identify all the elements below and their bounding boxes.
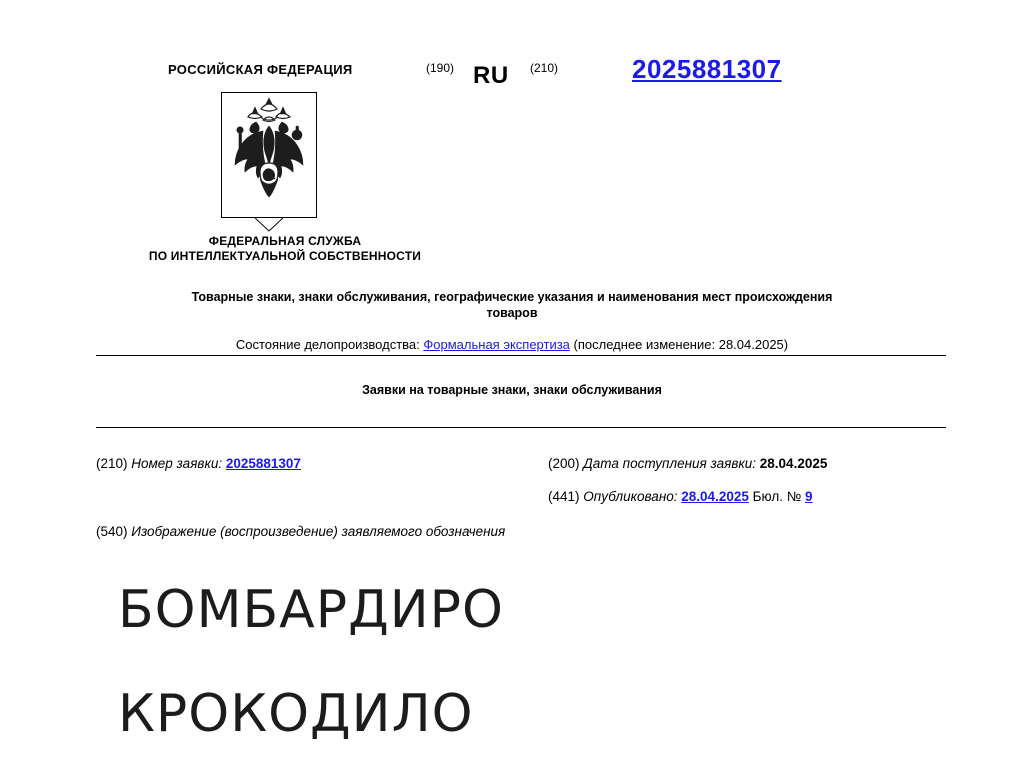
status-change-date: 28.04.2025 — [718, 337, 784, 352]
inid-code-210: (210) — [96, 456, 128, 471]
trademark-text-line-2: КРОКОДИЛО — [118, 684, 474, 744]
status-change-prefix: (последнее изменение: — [573, 337, 716, 352]
document-kind-line-2: товаров — [486, 306, 538, 320]
inid-code-540: (540) — [96, 524, 128, 539]
field-mark-representation — [96, 524, 505, 539]
country-code: RU — [473, 62, 509, 89]
field-publication — [548, 489, 812, 504]
bulletin-number[interactable]: 9 — [804, 489, 813, 504]
prosecution-status — [0, 337, 1024, 352]
inid-code-200: (200) — [548, 456, 580, 471]
inid-code-441: (441) — [548, 489, 580, 504]
document-kind-line-1: Товарные знаки, знаки обслуживания, географические указания и наименования мест происхождения — [191, 290, 833, 304]
applications-heading: Заявки на товарные знаки, знаки обслуживания — [362, 383, 662, 397]
document-kind-title — [62, 289, 962, 321]
field-application-number — [96, 456, 301, 471]
status-label: Состояние делопроизводства: — [235, 337, 420, 352]
emblem-pointer — [255, 218, 283, 232]
document-header — [0, 56, 1024, 96]
divider-top — [96, 355, 946, 356]
field-label-publication: Опубликовано: — [583, 489, 678, 504]
field-label-application-number: Номер заявки: — [131, 456, 223, 471]
country-name: РОССИЙСКАЯ ФЕДЕРАЦИЯ — [168, 62, 353, 77]
field-value-application-number[interactable]: 2025881307 — [225, 456, 301, 471]
agency-name — [0, 234, 570, 264]
field-filing-date — [548, 456, 827, 471]
agency-line-1: ФЕДЕРАЛЬНАЯ СЛУЖБА — [208, 234, 362, 248]
field-value-filing-date: 28.04.2025 — [759, 456, 828, 471]
status-link[interactable]: Формальная экспертиза — [423, 337, 570, 352]
divider-bottom — [96, 427, 946, 428]
field-label-mark-representation: Изображение (воспроизведение) заявляемого обозначения — [131, 524, 506, 539]
agency-line-2: ПО ИНТЕЛЛЕКТУАЛЬНОЙ СОБСТВЕННОСТИ — [148, 249, 422, 263]
bulletin-label: Бюл. № — [752, 489, 802, 504]
inid-code-210-header: (210) — [530, 61, 559, 75]
trademark-image — [118, 560, 638, 760]
field-value-publication-date[interactable]: 28.04.2025 — [681, 489, 749, 504]
status-change-suffix: ) — [783, 337, 789, 352]
russian-coat-of-arms-icon — [221, 92, 317, 218]
trademark-text-line-1: БОМБАРДИРО — [118, 580, 504, 640]
application-number-header[interactable]: 2025881307 — [632, 54, 782, 84]
inid-code-190: (190) — [426, 61, 455, 75]
field-label-filing-date: Дата поступления заявки: — [583, 456, 757, 471]
